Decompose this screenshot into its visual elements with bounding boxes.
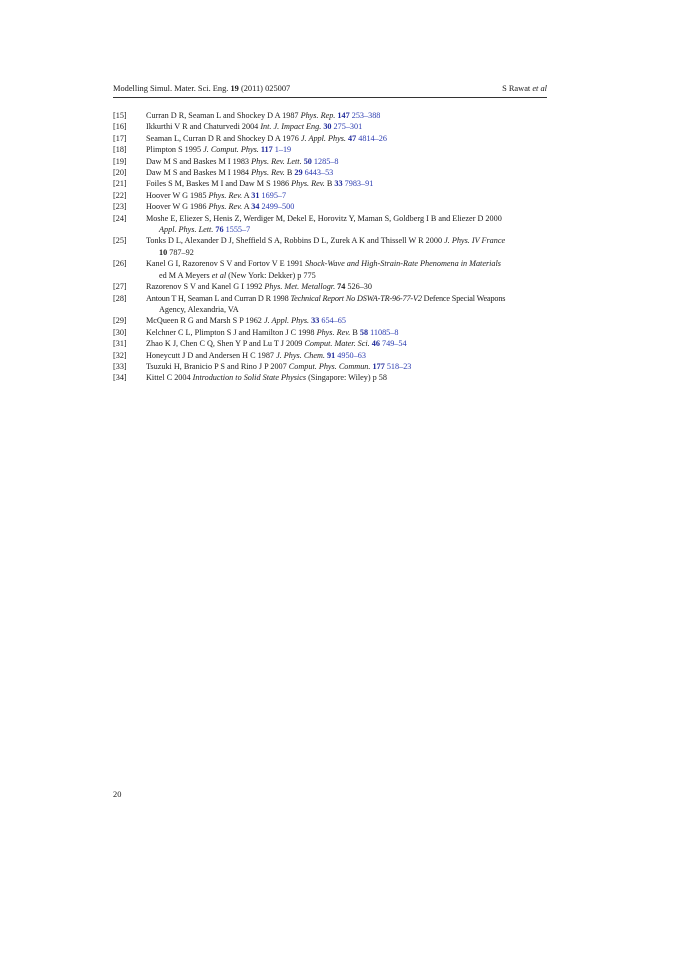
reference-number: [23]: [113, 202, 127, 212]
reference-journal: Phys. Rep.: [300, 111, 336, 120]
reference-series: B: [350, 327, 360, 337]
reference-item: [113, 281, 549, 292]
reference-authors: Tsuzuki H, Branicio P S and Rino J P 2007: [146, 361, 289, 371]
reference-pages-link[interactable]: 2499–500: [261, 202, 295, 212]
reference-pages-link[interactable]: 518–23: [386, 361, 412, 371]
reference-volume-link[interactable]: 30: [323, 122, 332, 132]
reference-volume-link[interactable]: 29: [294, 168, 303, 178]
reference-volume: 74: [337, 282, 346, 292]
reference-volume: 10: [159, 247, 168, 257]
running-head: [113, 82, 547, 96]
reference-journal: Phys. Met. Metallogr.: [264, 282, 336, 292]
reference-pages-link[interactable]: 275–301: [333, 122, 363, 132]
reference-number: [30]: [113, 327, 127, 337]
reference-journal: Phys. Rev.: [208, 190, 243, 200]
reference-item: [113, 235, 549, 258]
reference-authors: Kanel G I, Razorenov S V and Fortov V E 1991: [146, 259, 306, 269]
reference-publisher: (New York: Dekker) p 775: [226, 270, 316, 280]
reference-pages-link[interactable]: 1695–7: [261, 190, 287, 200]
reference-authors: Kelchner C L, Plimpton S J and Hamilton J C 1998: [146, 327, 317, 337]
reference-item: [113, 350, 549, 361]
reference-number: [18]: [113, 145, 127, 155]
reference-item: [113, 315, 549, 326]
reference-number: [26]: [113, 259, 127, 269]
reference-authors: Moshe E, Eliezer S, Henis Z, Werdiger M, Dekel E, Horovitz Y, Maman S, Goldberg I B and Eliezer D 2000: [146, 213, 502, 223]
reference-authors: Foiles S M, Baskes M I and Daw M S 1986: [146, 179, 292, 189]
reference-item: [113, 190, 549, 201]
reference-authors: Honeycutt J D and Andersen H C 1987: [146, 350, 277, 360]
reference-item: [113, 327, 549, 338]
reference-number: [32]: [113, 350, 127, 360]
reference-item: [113, 121, 549, 132]
reference-volume-link[interactable]: 76: [215, 225, 224, 235]
reference-number: [25]: [113, 236, 127, 246]
reference-pages-link[interactable]: 654–65: [321, 316, 346, 326]
reference-volume-link[interactable]: 117: [260, 145, 273, 155]
running-head-author: [502, 82, 547, 96]
reference-journal: J. Comput. Phys.: [203, 145, 259, 155]
reference-item: [113, 167, 549, 178]
reference-authors: Hoover W G 1985: [146, 190, 209, 200]
reference-number: [31]: [113, 339, 127, 349]
reference-number: [15]: [113, 111, 127, 120]
reference-volume-link[interactable]: 50: [303, 156, 312, 166]
reference-authors: McQueen R G and Marsh S P 1962: [146, 316, 264, 326]
reference-journal: Phys. Rev.: [251, 168, 285, 178]
reference-authors: Daw M S and Baskes M I 1983: [146, 156, 252, 166]
reference-journal: Phys. Rev.: [208, 202, 243, 212]
reference-pages-link[interactable]: 7983–91: [344, 179, 374, 189]
reference-authors: Seaman L, Curran D R and Shockey D A 1976: [146, 133, 301, 143]
running-head-journal: [113, 82, 290, 96]
reference-publisher: Defence Special Weapons: [421, 293, 506, 303]
reference-item: [113, 213, 549, 236]
reference-book-title: Shock-Wave and High-Strain-Rate Phenomena in Materials: [305, 259, 501, 269]
reference-journal: Comput. Phys. Commun.: [288, 361, 371, 371]
reference-item: [113, 338, 549, 349]
reference-editor: ed M A Meyers: [159, 270, 212, 280]
reference-pages: 787–92: [169, 247, 194, 257]
reference-authors: Antoun T H, Seaman L and Curran D R 1998: [146, 293, 291, 303]
reference-item: [113, 156, 549, 167]
reference-item: [113, 258, 549, 281]
reference-series: A: [242, 190, 252, 200]
article-year-id: (2011) 025007: [240, 84, 291, 93]
reference-journal: Phys. Rev.: [291, 179, 325, 189]
reference-item: [113, 293, 549, 316]
journal-abbrev: Modelling Simul. Mater. Sci. Eng.: [113, 84, 229, 93]
reference-authors: Kittel C 2004: [146, 373, 193, 383]
reference-journal: J. Phys. Chem.: [276, 350, 325, 360]
reference-volume-link[interactable]: 46: [371, 339, 380, 349]
reference-number: [33]: [113, 361, 127, 371]
reference-volume-link[interactable]: 47: [348, 133, 357, 143]
reference-pages-link[interactable]: 4950–63: [337, 350, 366, 360]
reference-volume-link[interactable]: 147: [337, 111, 350, 120]
reference-publisher: (Singapore: Wiley) p 58: [306, 373, 387, 383]
reference-authors: Curran D R, Seaman L and Shockey D A 1987: [146, 111, 301, 120]
author-etal: et al: [532, 84, 547, 93]
reference-number: [19]: [113, 156, 127, 166]
reference-volume-link[interactable]: 91: [327, 350, 336, 360]
reference-series: B: [324, 179, 335, 189]
reference-journal: Phys. Rev.: [316, 327, 351, 337]
reference-item: [113, 133, 549, 144]
reference-authors: Zhao K J, Chen C Q, Shen Y P and Lu T J 2009: [146, 339, 305, 349]
reference-number: [22]: [113, 190, 127, 200]
reference-number: [24]: [113, 213, 127, 223]
reference-pages-link[interactable]: 11085–8: [370, 327, 399, 337]
reference-continuation: Agency, Alexandria, VA: [159, 304, 239, 314]
reference-number: [29]: [113, 316, 127, 326]
author-name: S Rawat: [502, 84, 531, 93]
reference-authors: Plimpton S 1995: [146, 145, 204, 155]
reference-authors: Daw M S and Baskes M I 1984: [146, 168, 252, 178]
reference-list: [113, 110, 549, 384]
reference-series: A: [242, 202, 252, 212]
reference-item: [113, 110, 549, 121]
reference-number: [21]: [113, 179, 127, 189]
reference-journal: J. Appl. Phys.: [300, 133, 346, 143]
reference-journal: J. Appl. Phys.: [263, 316, 310, 326]
reference-pages-link[interactable]: 749–54: [382, 339, 407, 349]
reference-report-title: Technical Report No DSWA-TR-96-77-V2: [290, 293, 422, 303]
reference-pages-link[interactable]: 4814–26: [358, 133, 387, 143]
reference-book-title: Introduction to Solid State Physics: [192, 373, 307, 383]
reference-etal: et al: [211, 270, 227, 280]
reference-number: [17]: [113, 133, 127, 143]
reference-pages-link[interactable]: 253–388: [351, 111, 381, 120]
reference-volume-link[interactable]: 177: [372, 361, 385, 371]
reference-journal: J. Phys. IV France: [444, 236, 506, 246]
reference-item: [113, 178, 549, 189]
reference-item: [113, 361, 549, 372]
reference-item: [113, 201, 549, 212]
reference-series: B: [284, 168, 295, 178]
reference-volume-link[interactable]: 31: [251, 190, 260, 200]
reference-number: [20]: [113, 168, 127, 178]
reference-authors: Hoover W G 1986: [146, 202, 209, 212]
reference-authors: Razorenov S V and Kanel G I 1992: [146, 282, 265, 292]
header-rule: [113, 97, 547, 98]
reference-journal: Int. J. Impact Eng.: [260, 122, 322, 132]
reference-item: [113, 372, 549, 383]
reference-number: [28]: [113, 293, 127, 303]
reference-item: [113, 144, 549, 155]
reference-pages-link[interactable]: 1–19: [274, 145, 292, 155]
reference-pages-link[interactable]: 6443–53: [304, 168, 334, 178]
reference-pages: 526–30: [347, 282, 372, 292]
reference-pages-link[interactable]: 1555–7: [225, 225, 251, 235]
reference-volume-link[interactable]: 33: [311, 316, 320, 326]
reference-number: [34]: [113, 373, 127, 383]
reference-journal: Phys. Rev. Lett.: [251, 156, 302, 166]
reference-authors: Ikkurthi V R and Chaturvedi 2004: [146, 122, 261, 132]
reference-number: [27]: [113, 282, 127, 292]
reference-volume-link[interactable]: 34: [251, 202, 260, 212]
journal-volume: 19: [230, 84, 239, 93]
reference-volume-link[interactable]: 33: [334, 179, 343, 189]
reference-journal: Comput. Mater. Sci.: [304, 339, 370, 349]
reference-volume-link[interactable]: 58: [359, 327, 369, 337]
reference-authors: Tonks D L, Alexander D J, Sheffield S A, Robbins D L, Zurek A K and Thissell W R 2000: [146, 236, 445, 246]
reference-number: [16]: [113, 122, 127, 132]
page-number: 20: [113, 790, 122, 799]
reference-pages-link[interactable]: 1285–8: [313, 156, 339, 166]
reference-journal: Appl. Phys. Lett.: [159, 225, 214, 235]
